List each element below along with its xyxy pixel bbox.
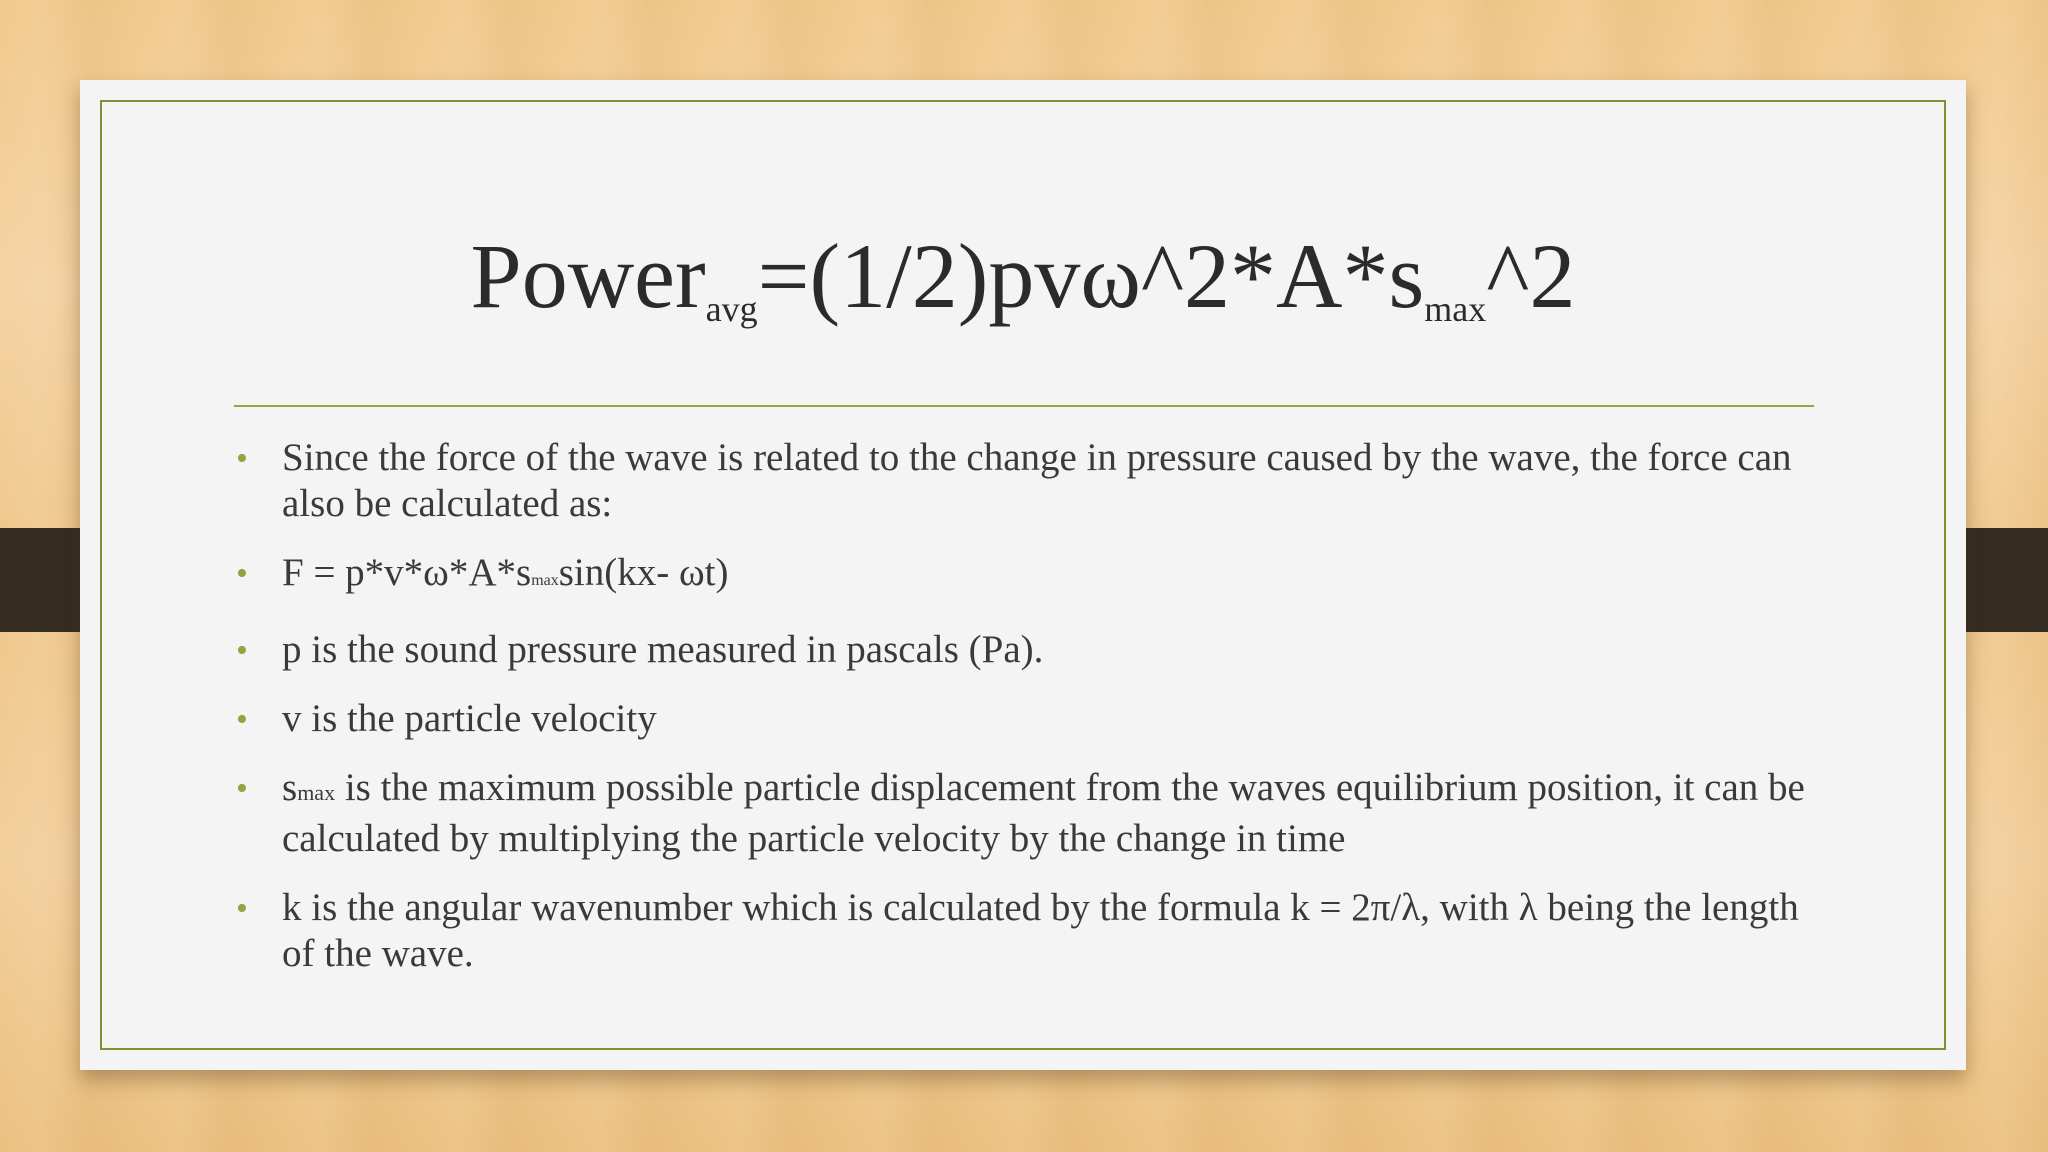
bullet-dot-icon: • [236,632,248,669]
bullet-text: Since the force of the wave is related to the change in pressure caused by the wave, the force can also be calculated as: [282,436,1792,525]
bullet-text-prefix: F = p*v*ω*A*s [282,551,532,594]
bullet-item [234,550,1834,604]
bullet-dot-icon: • [236,555,248,592]
bullet-subscript: max [297,780,336,805]
bullet-text: k is the angular wavenumber which is calculated by the formula k = 2π/λ, with λ being the length of the wave. [282,886,1799,975]
bullet-dot-icon: • [236,701,248,738]
bullet-list [234,435,1834,1000]
title-formula: =(1/2)pvω^2*A*s [757,225,1425,327]
bullet-text-suffix: is the maximum possible particle displacement from the waves equilibrium position, it can be calculated by multiplying the particle velocity by the change in time [282,766,1805,860]
slide [80,80,1966,1070]
bullet-text-prefix: s [282,766,298,809]
bullet-subscript: max [531,572,559,589]
bullet-item [234,435,1834,527]
bullet-item [234,696,1834,742]
bullet-item [234,627,1834,673]
bullet-dot-icon: • [236,440,248,477]
bullet-text: v is the particle velocity [282,697,657,740]
title-subscript-avg: avg [705,289,758,329]
bullet-text: p is the sound pressure measured in pascals (Pa). [282,628,1044,671]
slide-title [80,225,1966,329]
bullet-text-suffix: sin(kx- ωt) [558,551,729,594]
bullet-dot-icon: • [236,890,248,927]
bullet-dot-icon: • [236,770,248,807]
bullet-item [234,885,1834,977]
bullet-item [234,765,1834,862]
title-divider [234,405,1814,407]
title-power: Power [470,225,706,327]
title-subscript-max: max [1424,289,1487,329]
title-exponent: ^2 [1486,225,1576,327]
